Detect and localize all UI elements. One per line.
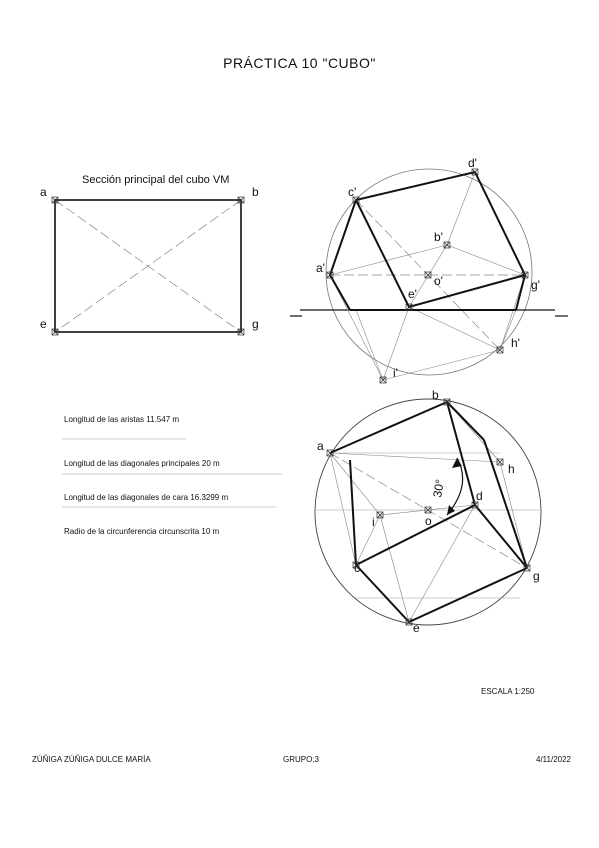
elevation-vertex-mark	[497, 347, 503, 353]
elevation-vertex-mark	[380, 377, 386, 383]
group-text: GRUPO:3	[283, 755, 320, 764]
elevation-view	[290, 169, 568, 380]
plan-view	[315, 399, 542, 625]
edge-length-text: Longitud de las aristas 11.547 m	[64, 415, 180, 424]
elevation-vertex-mark	[444, 242, 450, 248]
plan-label-g: g	[533, 569, 540, 583]
elev-label-g: g'	[531, 278, 540, 292]
elev-label-d: d'	[468, 156, 477, 170]
rect-label-e: e	[40, 317, 47, 331]
circumradius-text: Radio de la circunferencia circunscrita 10 m	[64, 527, 220, 536]
plan-label-c: c	[354, 561, 360, 575]
elev-label-c: c'	[348, 185, 357, 199]
rect-label-b: b	[252, 185, 259, 199]
section-rectangle	[55, 200, 241, 332]
plan-label-d: d	[476, 489, 483, 503]
section-label: Sección principal del cubo VM	[82, 174, 230, 186]
plan-label-b: b	[432, 388, 439, 402]
main-diagonals-text: Longitud de las diagonales principales 20 m	[64, 459, 220, 468]
date-text: 4/11/2022	[536, 755, 571, 764]
elev-label-o: o'	[434, 274, 443, 288]
plan-label-e: e	[413, 621, 420, 635]
elev-label-i: i'	[393, 366, 398, 380]
plan-vertex-marks	[327, 399, 530, 625]
face-diagonals-text: Longitud de las diagonales de cara 16.3299 m	[64, 493, 229, 502]
plan-circle	[315, 399, 541, 625]
plan-label-h: h	[508, 462, 515, 476]
info-rules	[62, 439, 282, 507]
rect-label-g: g	[252, 317, 259, 331]
plan-label-i: i	[372, 515, 375, 529]
elev-label-e: e'	[408, 287, 417, 301]
rect-label-a: a	[40, 185, 47, 199]
page-title: PRÁCTICA 10 "CUBO"	[223, 55, 376, 71]
plan-label-a: a	[317, 439, 324, 453]
scale-text: ESCALA 1:250	[481, 687, 535, 696]
author-text: ZÚÑIGA ZÚÑIGA DULCE MARÍA	[32, 755, 151, 764]
angle-label: 30°	[430, 478, 448, 499]
elevation-vertex-marks	[327, 169, 528, 383]
plan-label-o: o	[425, 514, 432, 528]
elev-label-a: a'	[316, 261, 325, 275]
elev-label-b: b'	[434, 230, 443, 244]
elev-label-h: h'	[511, 336, 520, 350]
